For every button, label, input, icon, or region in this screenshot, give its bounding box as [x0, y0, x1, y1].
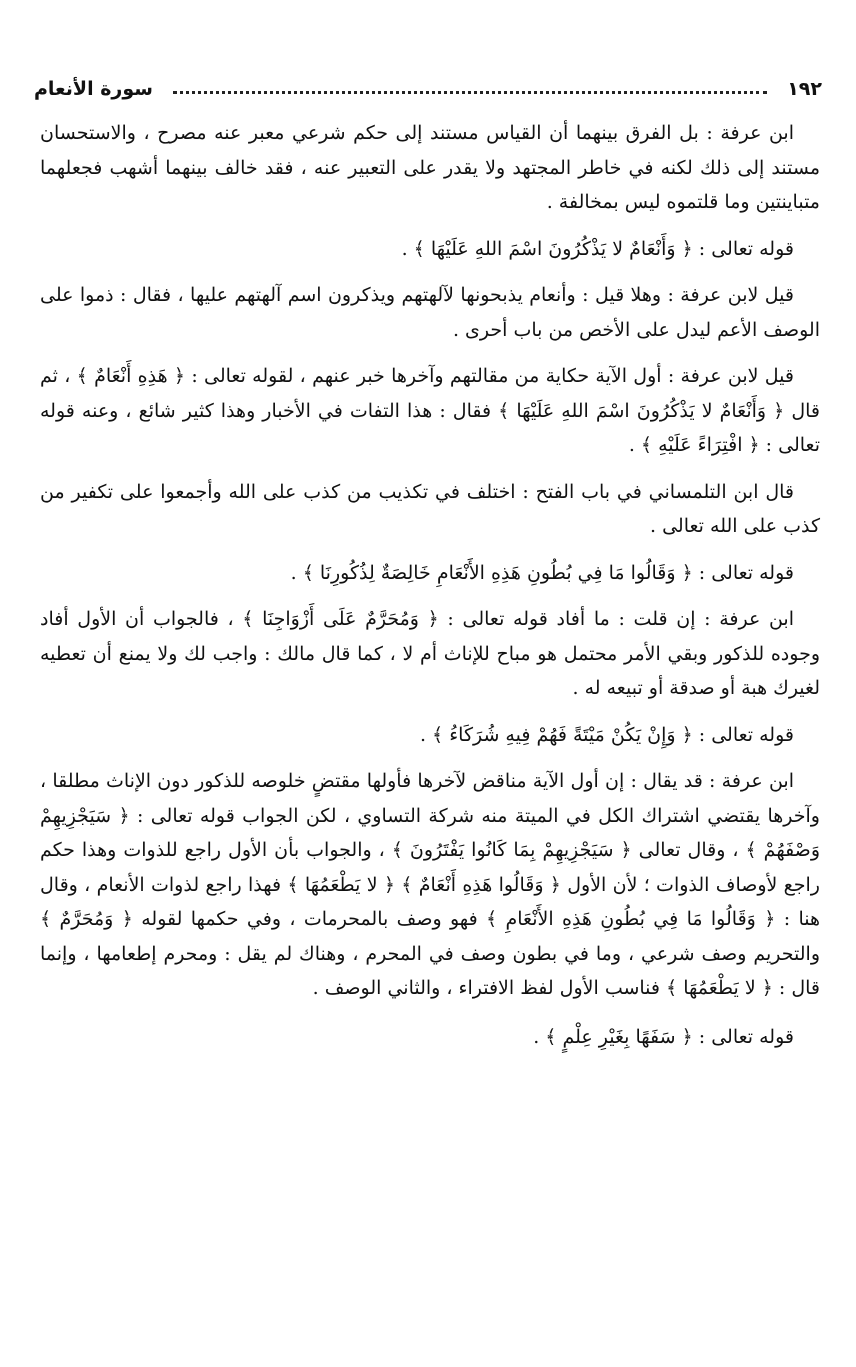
paragraph: ابن عرفة : بل الفرق بينهما أن القياس مستند إلى حكم شرعي معبر عنه مصرح ، والاستحسان مستند إلى ذلك لكنه في خاطر المجتهد ولا يقدر على التعبير عنه ، فقد خالف بينهما أشهب فجعلهما متباينتين وما قلتموه ليس بمخالفة . [40, 122, 820, 213]
paragraph: ابن عرفة : إن قلت : ما أفاد قوله تعالى : ﴿ وَمُحَرَّمٌ عَلَى أَزْوَاجِنَا ﴾ ، فالجواب أن الأول أفاد وجوده للذكور وبقي الأمر محتمل هو مباح للإناث أم لا ، كما قال مالك : واجب لك ولا يمنع أن تعطيه لغيرك هبة أو صدقة أو تبيعه له . [40, 608, 820, 699]
page-number: ١٩٢ [787, 78, 822, 100]
verse-heading: قوله تعالى : ﴿ وَأَنْعَامٌ لا يَذْكُرُونَ اسْمَ اللهِ عَلَيْهَا ﴾ . [401, 237, 794, 260]
paragraph: ابن عرفة : قد يقال : إن أول الآية مناقض لآخرها فأولها مقتضٍ خلوصه للذكور دون الإناث مطلقا ، وآخرها يقتضي اشتراك الكل في الميتة منه شركة التساوي ، لكن الجواب قوله تعالى : ﴿ سَيَجْزِيهِمْ وَصْفَهُمْ ﴾ ، وقال تعالى ﴿ سَيَجْزِيهِمْ بِمَا كَانُوا يَفْتَرُونَ ﴾ ، والجواب بأن الأول راجع للذوات وهذا حكم راجع لأوصاف الذوات ؛ لأن الأول ﴿ وَقَالُوا هَذِهِ أَنْعَامٌ ﴾ ﴿ لا يَطْعَمُهَا ﴾ فهذا راجع لذوات الأنعام ، وقال هنا : ﴿ وَقَالُوا مَا فِي بُطُونِ هَذِهِ الأَنْعَامِ ﴾ فهو وصف بالمحرمات ، وفي حكمها لقوله ﴿ وَمُحَرَّمٌ ﴾ والتحريم وصف شرعي ، وما في بطون وصف في المحرم ، وهناك لم يقل : ومحرم إطعامها ، وإنما قال : ﴿ لا يَطْعَمُهَا ﴾ فناسب الأول لفظ الافتراء ، والثاني الوصف . [40, 770, 820, 999]
page-body [40, 116, 820, 1054]
paragraph: قيل لابن عرفة : وهلا قيل : وأنعام يذبحونها لآلهتهم ويذكرون اسم آلهتهم عليها ، فقال : ذموا على الوصف الأعم ليدل على الأخص من باب أحرى . [40, 284, 820, 341]
verse-heading: قوله تعالى : ﴿ وَإِنْ يَكُنْ مَيْتَةً فَهُمْ فِيهِ شُرَكَاءُ ﴾ . [419, 723, 794, 746]
verse-heading: قوله تعالى : ﴿ سَفَهًا بِغَيْرِ عِلْمٍ ﴾ . [533, 1025, 794, 1048]
page-header [34, 72, 822, 106]
paragraph: قال ابن التلمساني في باب الفتح : اختلف في تكذيب من كذب على الله وأجمعوا على تكفير من كذب على الله تعالى . [40, 480, 820, 537]
dotted-leader [173, 91, 767, 94]
verse-heading: قوله تعالى : ﴿ وَقَالُوا مَا فِي بُطُونِ هَذِهِ الأَنْعَامِ خَالِصَةٌ لِذُكُورِنَا ﴾ . [290, 561, 794, 584]
paragraph: قيل لابن عرفة : أول الآية حكاية من مقالتهم وآخرها خبر عنهم ، لقوله تعالى : ﴿ هَذِهِ أَنْعَامٌ ﴾ ، ثم قال ﴿ وَأَنْعَامٌ لا يَذْكُرُونَ اسْمَ اللهِ عَلَيْهَا ﴾ فقال : هذا التفات في الأخبار وهذا كثير شائع ، وعنه قوله تعالى : ﴿ افْتِرَاءً عَلَيْهِ ﴾ . [40, 365, 820, 456]
running-title: سورة الأنعام [34, 78, 153, 100]
